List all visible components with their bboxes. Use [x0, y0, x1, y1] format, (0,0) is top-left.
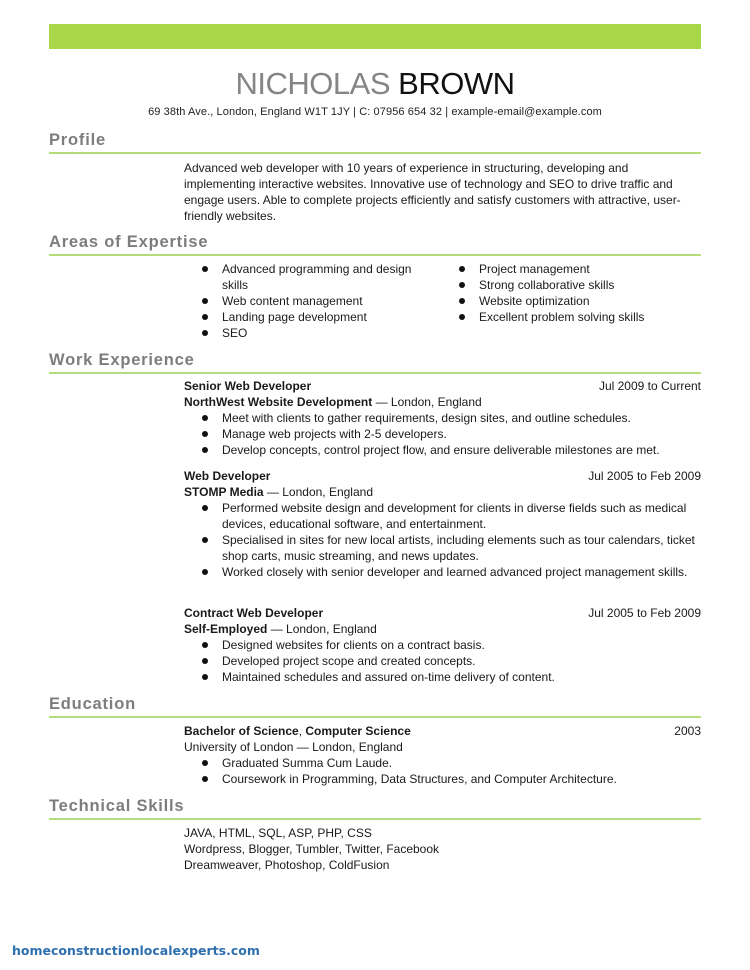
- job-dates: Jul 2005 to Feb 2009: [588, 606, 701, 620]
- skills-line: Wordpress, Blogger, Tumbler, Twitter, Facebook: [184, 842, 440, 856]
- list-item: Specialised in sites for new local artists, including elements such as tour calendars, ticket shop carts, music streaming, and news updates.: [184, 532, 701, 564]
- section-education-heading: [49, 692, 701, 718]
- list-item: Advanced programming and design skills: [184, 261, 439, 293]
- job-title: Contract Web Developer: [184, 606, 324, 620]
- graduation-year: 2003: [674, 724, 701, 738]
- company-name: NorthWest Website Development: [184, 395, 373, 409]
- list-item: Meet with clients to gather requirements, design sites, and outline schedules.: [184, 410, 701, 426]
- list-item: Website optimization: [441, 293, 701, 309]
- job-location: — London, England: [267, 622, 377, 636]
- profile-summary: Advanced web developer with 10 years of experience in structuring, developing and implementing interactive websites. Innovative use of technology and SEO to drive traffic and engage users. Able to complete projects efficiently and satisfy customers with attractive, user-friendly websites.: [184, 161, 681, 223]
- job-bullets: [184, 410, 701, 458]
- accent-bar: [49, 24, 701, 49]
- list-item: SEO: [184, 325, 439, 341]
- job-title: Senior Web Developer: [184, 379, 312, 393]
- skills-line: JAVA, HTML, SQL, ASP, PHP, CSS: [184, 826, 372, 840]
- list-item: Strong collaborative skills: [441, 277, 701, 293]
- list-item: Excellent problem solving skills: [441, 309, 701, 325]
- section-work-heading: [49, 348, 701, 374]
- section-skills-heading: [49, 794, 701, 820]
- skills-list: [184, 825, 701, 873]
- list-item: Coursework in Programming, Data Structures, and Computer Architecture.: [184, 771, 701, 787]
- job-dates: Jul 2009 to Current: [598, 379, 701, 393]
- degree-separator: ,: [298, 724, 306, 738]
- list-item: Performed website design and development for clients in diverse fields such as medical devices, educational software, and entertainment.: [184, 500, 701, 532]
- watermark-link[interactable]: homeconstructionlocalexperts.com: [12, 943, 260, 958]
- company-name: STOMP Media: [184, 485, 264, 499]
- section-title: Profile: [49, 131, 106, 149]
- list-item: Worked closely with senior developer and learned advanced project management skills.: [184, 564, 701, 580]
- contact-line: 69 38th Ave., London, England W1T 1JY | C: 07956 654 32 | example-email@example.com: [148, 106, 602, 118]
- expertise-column-2: [441, 261, 701, 341]
- expertise-list: [184, 261, 701, 341]
- list-item: Web content management: [184, 293, 439, 309]
- list-item: Manage web projects with 2-5 developers.: [184, 426, 701, 442]
- last-name: BROWN: [398, 66, 515, 101]
- list-item: Develop concepts, control project flow, and ensure deliverable milestones are met.: [184, 442, 701, 458]
- job-location: — London, England: [372, 395, 482, 409]
- list-item: Designed websites for clients on a contract basis.: [184, 637, 701, 653]
- list-item: Project management: [441, 261, 701, 277]
- job-title: Web Developer: [184, 469, 271, 483]
- skills-line: Dreamweaver, Photoshop, ColdFusion: [184, 858, 390, 872]
- job-entry: [184, 378, 701, 458]
- section-title: Areas of Expertise: [49, 233, 209, 251]
- list-item: Graduated Summa Cum Laude.: [184, 755, 701, 771]
- section-title: Technical Skills: [49, 797, 185, 815]
- company-name: Self-Employed: [184, 622, 268, 636]
- job-dates: Jul 2005 to Feb 2009: [588, 469, 701, 483]
- job-entry: [184, 605, 701, 685]
- list-item: Developed project scope and created concepts.: [184, 653, 701, 669]
- education-entry: [184, 723, 701, 787]
- first-name: NICHOLAS: [235, 66, 391, 101]
- expertise-column-1: [184, 261, 439, 341]
- candidate-name: [0, 66, 750, 102]
- school: University of London — London, England: [184, 740, 403, 754]
- section-title: Education: [49, 695, 136, 713]
- section-expertise-heading: [49, 230, 701, 256]
- section-title: Work Experience: [49, 351, 195, 369]
- education-bullets: [184, 755, 701, 787]
- job-entry: [184, 468, 701, 580]
- section-profile-heading: [49, 128, 701, 154]
- list-item: Landing page development: [184, 309, 439, 325]
- degree: Bachelor of Science: [184, 724, 299, 738]
- list-item: Maintained schedules and assured on-time delivery of content.: [184, 669, 701, 685]
- job-bullets: [184, 637, 701, 685]
- job-location: — London, England: [263, 485, 373, 499]
- job-bullets: [184, 500, 701, 580]
- field-of-study: Computer Science: [305, 724, 411, 738]
